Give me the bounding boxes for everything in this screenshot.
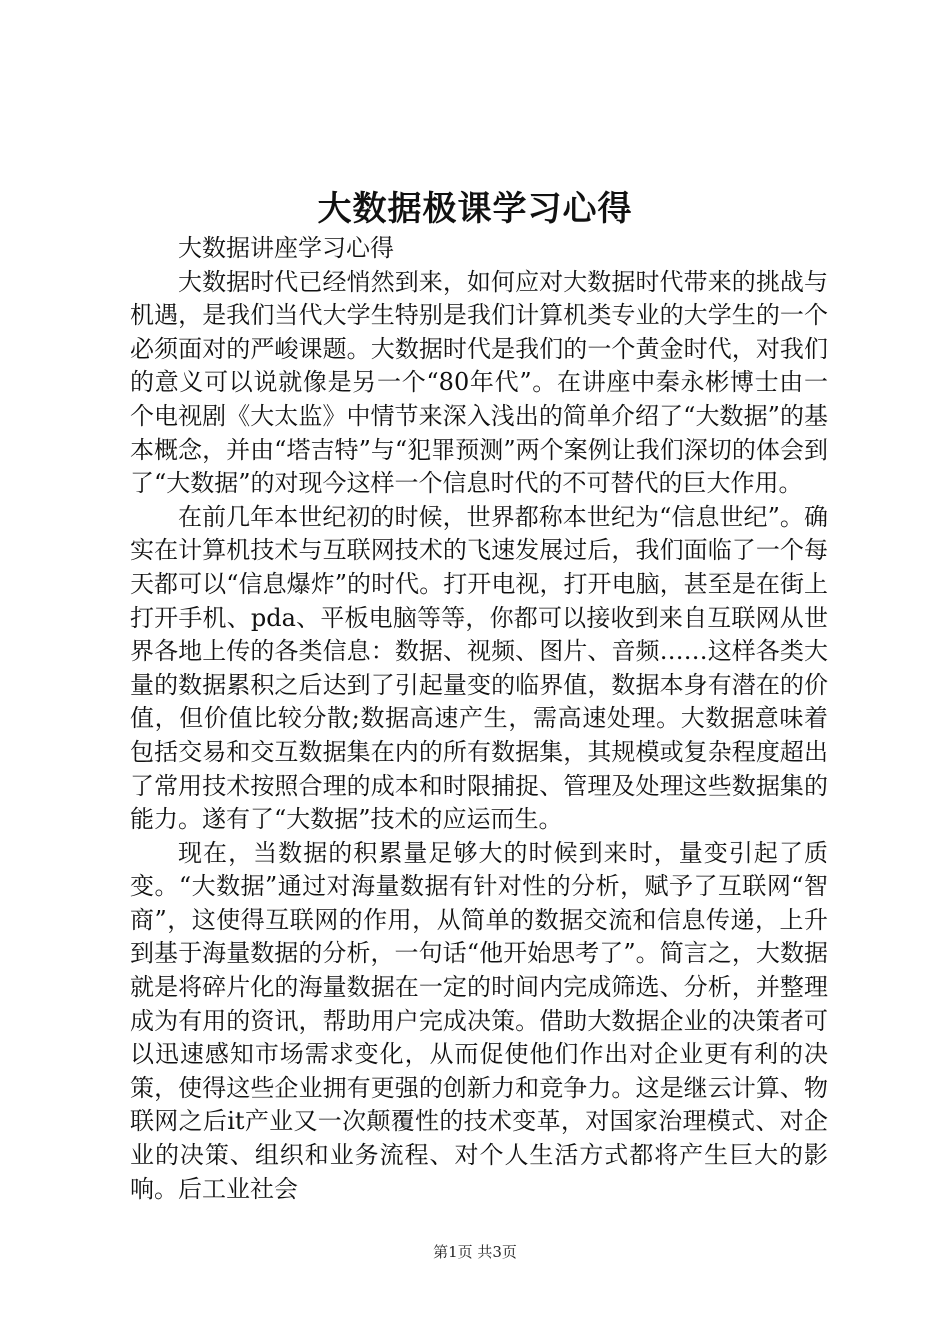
document-body [130,232,828,1206]
paragraph: 在前几年本世纪初的时候，世界都称本世纪为“信息世纪”。确实在计算机技术与互联网技术的飞速发展过后，我们面临了一个每天都可以“信息爆炸”的时代。打开电视，打开电脑，甚至是在街上打开手机、pda、平板电脑等等，你都可以接收到来自互联网从世界各地上传的各类信息：数据、视频、图片、音频……这样各类大量的数据累积之后达到了引起量变的临界值，数据本身有潜在的价值，但价值比较分散;数据高速产生，需高速处理。大数据意味着包括交易和交互数据集在内的所有数据集，其规模或复杂程度超出了常用技术按照合理的成本和时限捕捉、管理及处理这些数据集的能力。遂有了“大数据”技术的应运而生。 [130,502,828,834]
paragraph: 现在，当数据的积累量足够大的时候到来时，量变引起了质变。“大数据”通过对海量数据有针对性的分析，赋予了互联网“智商”，这使得互联网的作用，从简单的数据交流和信息传递，上升到基于海量数据的分析，一句话“他开始思考了”。简言之，大数据就是将碎片化的海量数据在一定的时间内完成筛选、分析，并整理成为有用的资讯，帮助用户完成决策。借助大数据企业的决策者可以迅速感知市场需求变化，从而促使他们作出对企业更有利的决策，使得这些企业拥有更强的创新力和竞争力。这是继云计算、物联网之后it产业又一次颠覆性的技术变革，对国家治理模式、对企业的决策、组织和业务流程、对个人生活方式都将产生巨大的影响。后工业社会 [130,838,828,1203]
document-subtitle: 大数据讲座学习心得 [178,234,394,262]
paragraph: 大数据时代已经悄然到来，如何应对大数据时代带来的挑战与机遇，是我们当代大学生特别是我们计算机类专业的大学生的一个必须面对的严峻课题。大数据时代是我们的一个黄金时代，对我们的意义可以说就像是另一个“80年代”。在讲座中秦永彬博士由一个电视剧《大太监》中情节来深入浅出的简单介绍了“大数据”的基本概念，并由“塔吉特”与“犯罪预测”两个案例让我们深切的体会到了“大数据”的对现今这样一个信息时代的不可替代的巨大作用。 [130,267,828,498]
page-number-footer: 第1页 共3页 [433,1243,517,1261]
document-title: 大数据极课学习心得 [317,189,633,229]
